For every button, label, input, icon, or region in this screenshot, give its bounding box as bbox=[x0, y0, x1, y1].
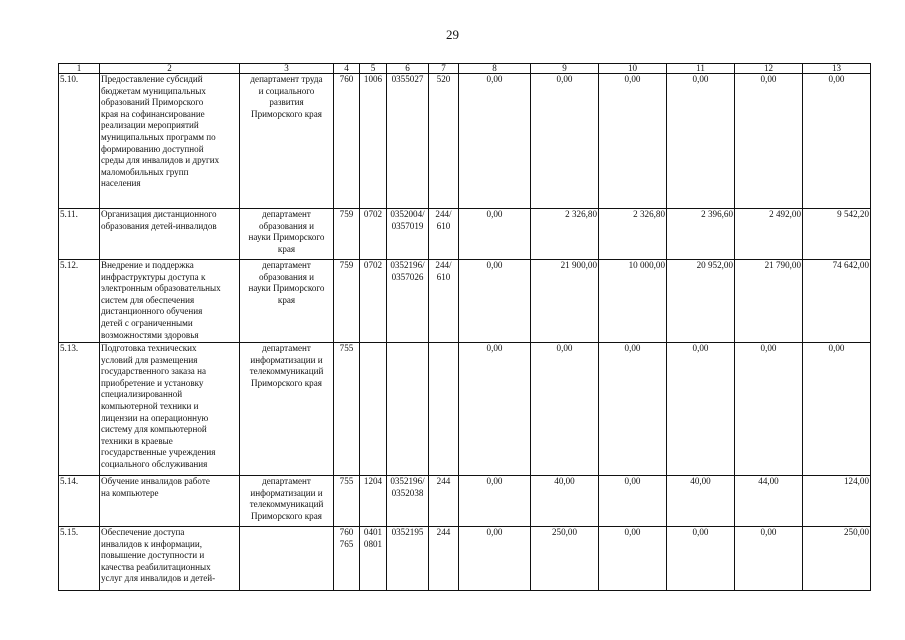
responsible-department: департамент информатизации и телекоммуникаций Приморского края bbox=[240, 343, 334, 476]
table-row bbox=[59, 343, 871, 476]
expense-type-code: 244/ 610 bbox=[429, 209, 459, 260]
amount-cell: 0,00 bbox=[531, 74, 599, 209]
column-header: 10 bbox=[599, 64, 667, 74]
column-header: 6 bbox=[387, 64, 429, 74]
row-number: 5.13. bbox=[59, 343, 100, 476]
measure-name: Предоставление субсидий бюджетам муниципальных образований Приморского края на софинансирование реализации мероприятий муниципальных программ по формированию доступной среды для инвалидов и других маломобильных групп населения bbox=[100, 74, 240, 209]
amount-cell: 0,00 bbox=[735, 74, 803, 209]
column-header: 7 bbox=[429, 64, 459, 74]
amount-cell: 0,00 bbox=[459, 209, 531, 260]
amount-cell: 0,00 bbox=[599, 74, 667, 209]
row-number: 5.11. bbox=[59, 209, 100, 260]
amount-cell: 0,00 bbox=[531, 343, 599, 476]
amount-cell: 10 000,00 bbox=[599, 260, 667, 343]
target-article-code bbox=[387, 343, 429, 476]
amount-cell: 0,00 bbox=[735, 343, 803, 476]
total-cell: 0,00 bbox=[803, 74, 871, 209]
section-code: 0702 bbox=[360, 209, 387, 260]
column-number-row bbox=[59, 64, 871, 74]
section-code: 1204 bbox=[360, 476, 387, 527]
measure-name: Организация дистанционного образования детей-инвалидов bbox=[100, 209, 240, 260]
responsible-department bbox=[240, 527, 334, 591]
amount-cell: 0,00 bbox=[459, 74, 531, 209]
column-header: 9 bbox=[531, 64, 599, 74]
measure-name: Обеспечение доступа инвалидов к информации, повышение доступности и качества реабилитационных услуг для инвалидов и детей- bbox=[100, 527, 240, 591]
section-code: 0702 bbox=[360, 260, 387, 343]
amount-cell: 0,00 bbox=[735, 527, 803, 591]
ministry-code: 755 bbox=[334, 476, 360, 527]
column-header: 1 bbox=[59, 64, 100, 74]
column-header: 2 bbox=[100, 64, 240, 74]
section-code bbox=[360, 343, 387, 476]
column-header: 5 bbox=[360, 64, 387, 74]
table-row bbox=[59, 260, 871, 343]
section-code: 0401 0801 bbox=[360, 527, 387, 591]
amount-cell: 40,00 bbox=[531, 476, 599, 527]
responsible-department: департамент образования и науки Приморского края bbox=[240, 209, 334, 260]
row-number: 5.14. bbox=[59, 476, 100, 527]
amount-cell: 2 326,80 bbox=[599, 209, 667, 260]
amount-cell: 44,00 bbox=[735, 476, 803, 527]
total-cell: 124,00 bbox=[803, 476, 871, 527]
column-header: 11 bbox=[667, 64, 735, 74]
target-article-code: 0352196/ 0357026 bbox=[387, 260, 429, 343]
measure-name: Подготовка технических условий для размещения государственного заказа на приобретение и установку специализированной компьютерной техники и лицензии на операционную систему для компьютерной техники в краевые государственные учреждения социального обслуживания bbox=[100, 343, 240, 476]
amount-cell: 0,00 bbox=[599, 527, 667, 591]
ministry-code: 759 bbox=[334, 260, 360, 343]
ministry-code: 759 bbox=[334, 209, 360, 260]
amount-cell: 0,00 bbox=[459, 527, 531, 591]
amount-cell: 0,00 bbox=[459, 343, 531, 476]
table-row bbox=[59, 527, 871, 591]
row-number: 5.12. bbox=[59, 260, 100, 343]
expense-type-code: 244 bbox=[429, 527, 459, 591]
ministry-code: 760 bbox=[334, 74, 360, 209]
total-cell: 250,00 bbox=[803, 527, 871, 591]
measure-name: Внедрение и поддержка инфраструктуры доступа к электронным образовательных систем для обеспечения дистанционного обучения детей с ограниченными возможностями здоровья bbox=[100, 260, 240, 343]
target-article-code: 0352195 bbox=[387, 527, 429, 591]
column-header: 3 bbox=[240, 64, 334, 74]
column-header: 12 bbox=[735, 64, 803, 74]
row-number: 5.15. bbox=[59, 527, 100, 591]
table-row bbox=[59, 209, 871, 260]
amount-cell: 0,00 bbox=[459, 260, 531, 343]
target-article-code: 0352196/ 0352038 bbox=[387, 476, 429, 527]
page-number: 29 bbox=[446, 27, 459, 42]
column-header: 8 bbox=[459, 64, 531, 74]
expense-type-code: 244 bbox=[429, 476, 459, 527]
total-cell: 74 642,00 bbox=[803, 260, 871, 343]
expense-type-code bbox=[429, 343, 459, 476]
total-cell: 9 542,20 bbox=[803, 209, 871, 260]
ministry-code: 760 765 bbox=[334, 527, 360, 591]
column-header: 13 bbox=[803, 64, 871, 74]
amount-cell: 0,00 bbox=[667, 527, 735, 591]
responsible-department: департамент труда и социального развития Приморского края bbox=[240, 74, 334, 209]
total-cell: 0,00 bbox=[803, 343, 871, 476]
expense-type-code: 244/ 610 bbox=[429, 260, 459, 343]
target-article-code: 0355027 bbox=[387, 74, 429, 209]
amount-cell: 0,00 bbox=[599, 476, 667, 527]
amount-cell: 21 790,00 bbox=[735, 260, 803, 343]
ministry-code: 755 bbox=[334, 343, 360, 476]
amount-cell: 2 396,60 bbox=[667, 209, 735, 260]
amount-cell: 2 492,00 bbox=[735, 209, 803, 260]
amount-cell: 250,00 bbox=[531, 527, 599, 591]
amount-cell: 20 952,00 bbox=[667, 260, 735, 343]
amount-cell: 0,00 bbox=[667, 343, 735, 476]
table-row bbox=[59, 74, 871, 209]
amount-cell: 0,00 bbox=[599, 343, 667, 476]
measure-name: Обучение инвалидов работе на компьютере bbox=[100, 476, 240, 527]
section-code: 1006 bbox=[360, 74, 387, 209]
amount-cell: 2 326,80 bbox=[531, 209, 599, 260]
column-header: 4 bbox=[334, 64, 360, 74]
amount-cell: 21 900,00 bbox=[531, 260, 599, 343]
amount-cell: 0,00 bbox=[667, 74, 735, 209]
amount-cell: 40,00 bbox=[667, 476, 735, 527]
row-number: 5.10. bbox=[59, 74, 100, 209]
budget-table bbox=[58, 63, 871, 591]
amount-cell: 0,00 bbox=[459, 476, 531, 527]
responsible-department: департамент образования и науки Приморского края bbox=[240, 260, 334, 343]
expense-type-code: 520 bbox=[429, 74, 459, 209]
responsible-department: департамент информатизации и телекоммуникаций Приморского края bbox=[240, 476, 334, 527]
target-article-code: 0352004/ 0357019 bbox=[387, 209, 429, 260]
table-row bbox=[59, 476, 871, 527]
